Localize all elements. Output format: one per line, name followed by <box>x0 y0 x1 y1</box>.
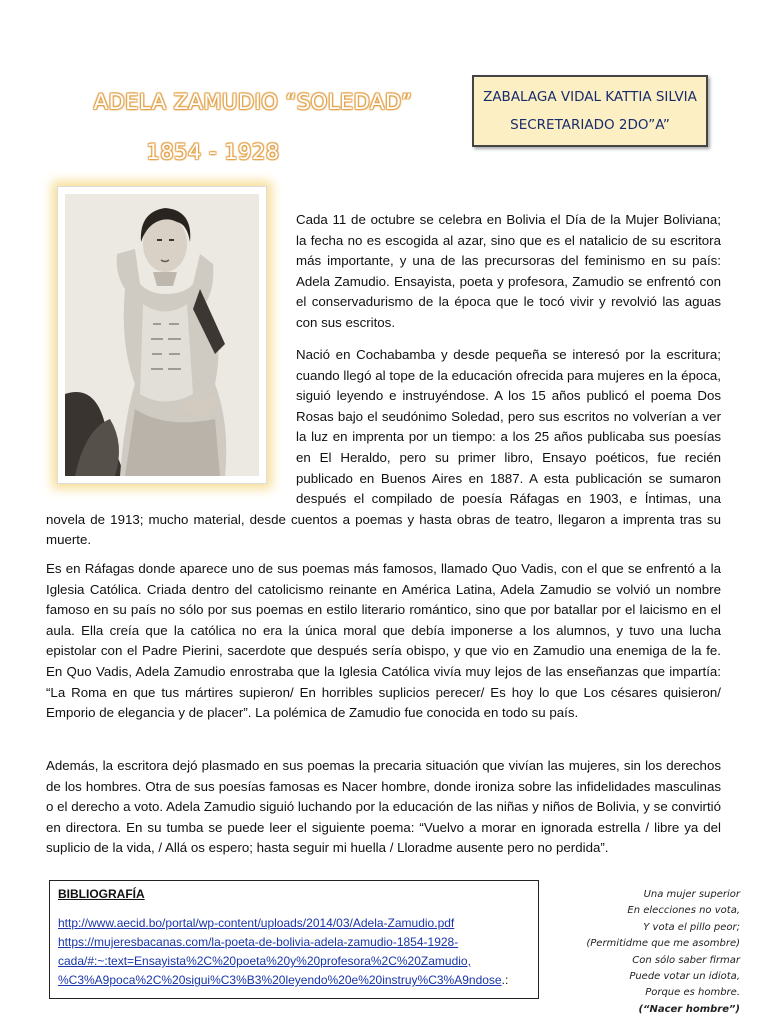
poem-line: Porque es hombre. <box>645 987 740 999</box>
poem-source: (“Nacer hombre”) <box>638 1003 740 1015</box>
bibliography-suffix: .: <box>501 973 509 987</box>
poem-excerpt <box>530 887 740 1018</box>
bibliography-link-mujeresbacanas-line3-wrap <box>58 971 538 990</box>
bibliography-link-mujeresbacanas-line2[interactable]: cada/#:~:text=Ensayista%2C%20poeta%20y%20profesora%2C%20Zamudio, <box>58 954 471 968</box>
poem-line: Puede votar un idiota, <box>629 971 740 983</box>
poem-line: (Permitidme que me asombre) <box>586 938 740 950</box>
document-title: ADELA ZAMUDIO “SOLEDAD” <box>93 90 413 114</box>
bibliography-link-aecid[interactable]: http://www.aecid.bo/portal/wp-content/uploads/2014/03/Adela-Zamudio.pdf <box>58 916 455 930</box>
author-box <box>472 75 708 147</box>
bibliography-box <box>49 880 539 999</box>
poem-line: Con sólo saber firmar <box>632 954 740 966</box>
poem-line: Una mujer superior <box>643 889 740 900</box>
paragraph-quo-vadis: Es en Ráfagas donde aparece uno de sus poemas más famosos, llamado Quo Vadis, con el que se enfrentó a la Iglesia Católica. Criada dentro del catolicismo reinante en América Latina, Adela Zamudio se volvió un nombre famoso en su país no sólo por sus poemas en estilo literario romántico, sino que por batallar por el laicismo en el aula. Ella creía que la católica no era la única moral que debía imponerse a los alumnos, y tuvo una lucha epistolar con el Padre Pierini, sacerdote que después sería obispo, y que vio en Zamudio una enemiga de la fe. En Quo Vadis, Adela Zamudio enrostraba que la Iglesia Católica vivía muy lejos de las enseñanzas que impartía: “La Roma en que tus mártires supieron/ En horribles suplicios perecer/ Es hoy lo que Los césares quisieron/ Emporio de elegancia y de placer”. La polémica de Zamudio fue conocida en todo su país. <box>46 561 721 721</box>
bibliography-link-mujeresbacanas-line1[interactable]: https://mujeresbacanas.com/la-poeta-de-bolivia-adela-zamudio-1854-1928- <box>58 935 459 949</box>
paragraph-biography: Nació en Cochabamba y desde pequeña se interesó por la escritura; cuando llegó al tope de la educación ofrecida para mujeres en la época, siguió leyendo e instruyéndose. A los 15 años publicó el poema Dos Rosas bajo el seudónimo Soledad, pero sus escritos no volverían a ver la luz en imprenta por un tiempo: a los 25 años publicaba sus poesías en El Heraldo, pero su primer libro, Ensayo poéticos, fue recién publicado en Buenos Aires en 1887. A esta publicación se sumaron después el compilado de poesía Ráfagas en 1903, e Íntimas, una novela de 1913; mucho material, desde cuentos a poemas y hasta obras de teatro, llegaron a imprenta tras su muerte. <box>46 347 721 548</box>
author-name: ZABALAGA VIDAL KATTIA SILVIA <box>483 89 697 105</box>
bibliography-heading: BIBLIOGRAFÍA <box>58 887 145 901</box>
bibliography-link-mujeresbacanas-line3[interactable]: %C3%A9poca%2C%20sigui%C3%B3%20leyendo%20e%20instruy%C3%A9ndose <box>58 973 502 987</box>
paragraph-legacy: Además, la escritora dejó plasmado en sus poemas la precaria situación que vivían las mujeres, sin los derechos de los hombres. Otra de sus poesías famosas es Nacer hombre, donde ironiza sobre las infidelidades masculinas o el derecho a voto. Adela Zamudio siguió luchando por la educación de las niñas y niños de Bolivia, y se convirtió en directora. En su tumba se puede leer el siguiente poema: “Vuelvo a morar en ignorada estrella / libre ya del suplicio de la vida, / Allá os espero; hasta seguir mi huella / Lloradme ausente pero no perdida”. <box>46 758 721 856</box>
paragraph-biography-wrapper <box>46 345 721 551</box>
photo-spacer <box>46 345 296 505</box>
document-years: 1854 - 1928 <box>146 140 280 164</box>
poem-line: En elecciones no vota, <box>627 905 740 917</box>
author-course: SECRETARIADO 2DO”A” <box>510 117 670 133</box>
paragraph-intro: Cada 11 de octubre se celebra en Bolivia el Día de la Mujer Boliviana; la fecha no es escogida al azar, sino que es el natalicio de su escritora más importante, y una de las precursoras del feminismo en su país: Adela Zamudio. Ensayista, poeta y profesora, Zamudio se enfrentó con el conservadurismo de la época que le tocó vivir y revolvió las aguas con sus escritos. <box>296 212 721 330</box>
poem-line: Y vota el pillo peor; <box>643 921 740 933</box>
